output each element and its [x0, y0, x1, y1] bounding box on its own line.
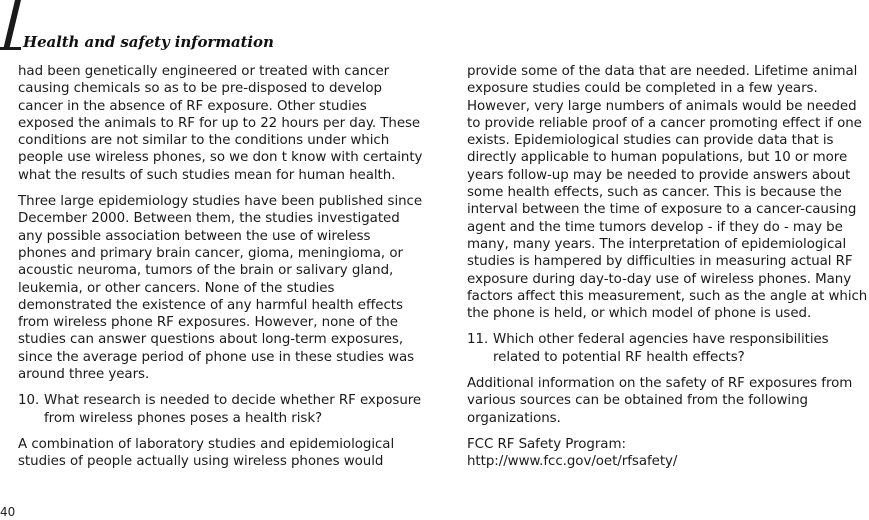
question-item: [467, 331, 869, 366]
fcc-program-label: FCC RF Safety Program:: [467, 436, 626, 452]
body-paragraph: provide some of the data that are needed. Lifetime animal exposure studies could be completed in a few years. However, very large numbers of animals would be needed to provide reliable proof of a cancer promoting effect if one exists. Epidemiological studies can provide data that is directly applicable to human populations, but 10 or more years follow-up may be needed to provide answers about some health effects, such as cancer. This is because the interval between the time of exposure to a cancer-causing agent and the time tumors develop - if they do - may be many, many years. The interpretation of epidemiological studies is hampered by difficulties in measuring actual RF exposure during day-to-day use of wireless phones. Many factors affect this measurement, such as the angle at which the phone is held, or which model of phone is used.: [467, 64, 868, 322]
body-paragraph: Three large epidemiology studies have been published since December 2000. Between them, the studies investigated any possible association between the use of wireless phones and primary brain cancer, gioma, meningioma, or acoustic neuroma, tumors of the brain or salivary gland, leukemia, or other cancers. None of the studies demonstrated the existence of any harmful health effects from wireless phone RF exposures. However, none of the studies can answer questions about long-term exposures, since the average period of phone use in these studies was around three years.: [18, 194, 423, 383]
body-paragraph: Additional information on the safety of RF exposures from various sources can be obtained from the following organizations.: [467, 376, 853, 426]
question-item: [18, 392, 423, 427]
question-number: 11.: [467, 332, 489, 348]
right-column: [467, 63, 869, 480]
page-number: 40: [0, 505, 16, 519]
question-text: Which other federal agencies have responsibilities related to potential RF health effects?: [493, 332, 829, 365]
header-accent-bar: [0, 0, 22, 50]
question-text: What research is needed to decide whether RF exposure from wireless phones poses a health risk?: [44, 393, 422, 426]
page-header-title: Health and safety information: [23, 33, 274, 51]
fcc-program-url: http://www.fcc.gov/oet/rfsafety/: [467, 454, 678, 470]
body-paragraph: had been genetically engineered or treated with cancer causing chemicals so as to be pre-disposed to develop cancer in the absence of RF exposure. Other studies exposed the animals to RF for up to 22 hours per day. These conditions are not similar to the conditions under which people use wireless phones, so we don t know with certainty what the results of such studies mean for human health.: [18, 64, 423, 183]
left-column: [18, 63, 423, 480]
body-paragraph: A combination of laboratory studies and epidemiological studies of people actually using wireless phones would: [18, 436, 395, 470]
question-number: 10.: [18, 393, 40, 409]
